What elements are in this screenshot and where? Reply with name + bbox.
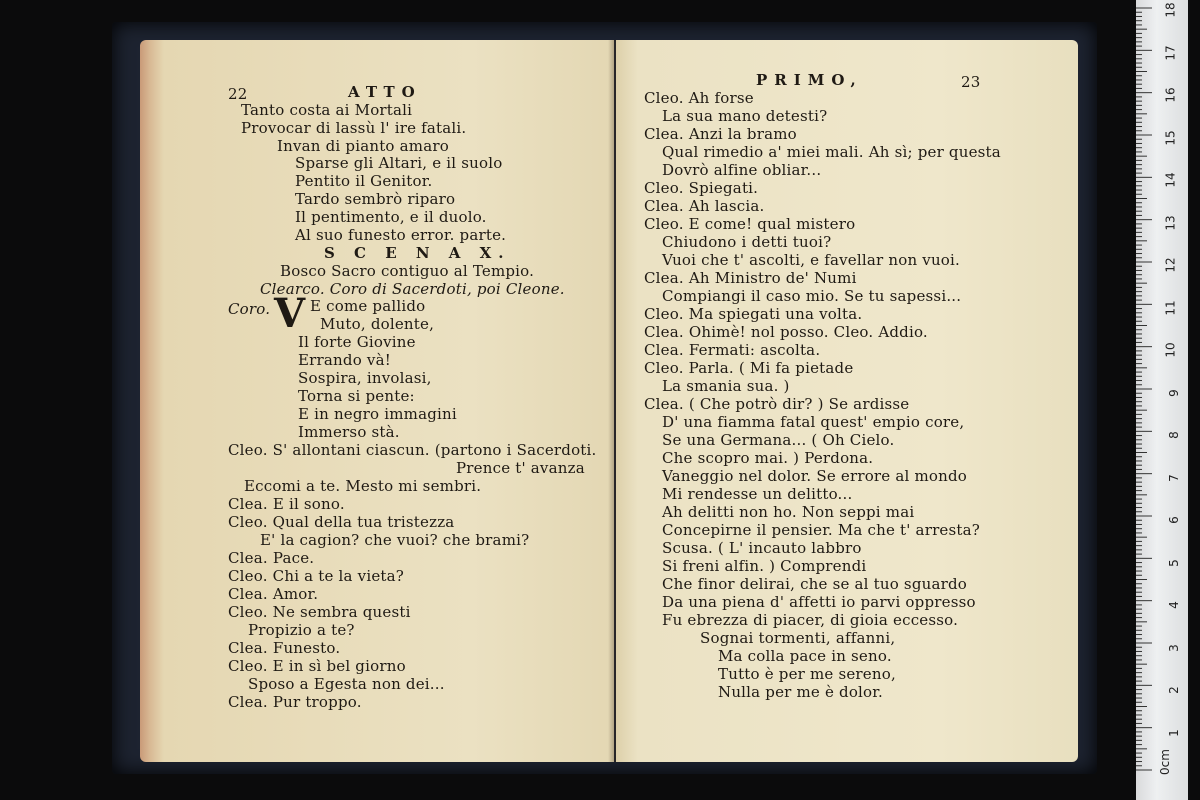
text-line: Eccomi a te. Mesto mi sembri. bbox=[244, 477, 482, 495]
text-line: Clea. Fermati: ascolta. bbox=[644, 341, 821, 359]
text-line: Che finor delirai, che se al tuo sguardo bbox=[662, 575, 968, 593]
text-line: Tanto costa ai Mortali bbox=[241, 101, 413, 119]
text-line: Chiudono i detti tuoi? bbox=[662, 233, 832, 251]
ruler-label: 3 bbox=[1167, 644, 1182, 652]
text-line: Cleo. Ah forse bbox=[644, 89, 754, 107]
text-line: Muto, dolente, bbox=[320, 315, 435, 333]
text-line: Mi rendesse un delitto... bbox=[662, 485, 853, 503]
running-head-right: PRIMO, bbox=[756, 71, 863, 89]
ruler-label: 1 bbox=[1167, 729, 1182, 737]
text-line: Cleo. Ne sembra questi bbox=[228, 603, 411, 621]
text-line: Scusa. ( L' incauto labbro bbox=[662, 539, 862, 557]
ruler-label: 6 bbox=[1167, 516, 1182, 524]
text-line: Cleo. Parla. ( Mi fa pietade bbox=[644, 359, 854, 377]
text-line: Immerso stà. bbox=[298, 423, 400, 441]
ruler-label: 9 bbox=[1167, 389, 1182, 397]
text-line: Clea. E il sono. bbox=[228, 495, 345, 513]
text-line: Pentito il Genitor. bbox=[295, 172, 433, 190]
page-number-right: 23 bbox=[961, 73, 981, 91]
text-line: Clea. Amor. bbox=[228, 585, 319, 603]
measurement-ruler bbox=[1136, 0, 1188, 800]
text-line: Vuoi che t' ascolti, e favellar non vuoi. bbox=[662, 251, 961, 269]
text-line: Ah delitti non ho. Non seppi mai bbox=[662, 503, 915, 521]
text-line: Sognai tormenti, affanni, bbox=[700, 629, 896, 647]
ruler-label: 2 bbox=[1167, 686, 1182, 694]
text-line: Il forte Giovine bbox=[298, 333, 416, 351]
text-line: La sua mano detesti? bbox=[662, 107, 828, 125]
scene-heading: S C E N A X. bbox=[324, 244, 511, 262]
ruler-label: 0cm bbox=[1158, 749, 1173, 775]
text-line: Cleo. E in sì bel giorno bbox=[228, 657, 406, 675]
text-line: Clea. Ah lascia. bbox=[644, 197, 765, 215]
text-line: Da una piena d' affetti io parvi oppresso bbox=[662, 593, 976, 611]
text-line: Il pentimento, e il duolo. bbox=[295, 208, 487, 226]
text-line: Concepirne il pensier. Ma che t' arresta? bbox=[662, 521, 981, 539]
right-page bbox=[616, 40, 1078, 762]
ruler-label: 18 bbox=[1163, 2, 1178, 18]
ruler-label: 10 bbox=[1163, 342, 1178, 358]
text-line: Clea. Pur troppo. bbox=[228, 693, 362, 711]
ruler-label: 14 bbox=[1163, 172, 1178, 188]
text-line: Che scopro mai. ) Perdona. bbox=[662, 449, 874, 467]
text-line: Ma colla pace in seno. bbox=[718, 647, 892, 665]
text-line: Propizio a te? bbox=[248, 621, 355, 639]
text-line: Al suo funesto error. parte. bbox=[295, 226, 507, 244]
text-line: Cleo. E come! qual mistero bbox=[644, 215, 856, 233]
page-number-left: 22 bbox=[228, 85, 248, 103]
text-line: Cleo. S' allontani ciascun. (partono i Sacerdoti. bbox=[228, 441, 597, 459]
text-line: Cleo. Chi a te la vieta? bbox=[228, 567, 405, 585]
ruler-label: 4 bbox=[1167, 601, 1182, 609]
ruler-ticks bbox=[1136, 0, 1188, 800]
text-line: D' una fiamma fatal quest' empio core, bbox=[662, 413, 965, 431]
text-line: Clea. Funesto. bbox=[228, 639, 341, 657]
text-line: Clea. Pace. bbox=[228, 549, 315, 567]
text-line: Sospira, involasi, bbox=[298, 369, 432, 387]
ruler-label: 16 bbox=[1163, 87, 1178, 103]
text-line: E come pallido bbox=[310, 297, 426, 315]
ruler-label: 7 bbox=[1167, 474, 1182, 482]
running-head-left: ATTO bbox=[348, 83, 422, 101]
text-line: Tardo sembrò riparo bbox=[295, 190, 456, 208]
text-line: Clea. Ah Ministro de' Numi bbox=[644, 269, 857, 287]
text-line: Clea. Ohimè! nol posso. Cleo. Addio. bbox=[644, 323, 928, 341]
text-line: La smania sua. ) bbox=[662, 377, 790, 395]
text-line: Tutto è per me sereno, bbox=[718, 665, 896, 683]
ruler-label: 13 bbox=[1163, 215, 1178, 231]
text-line: Cleo. Spiegati. bbox=[644, 179, 759, 197]
text-line: Si freni alfin. ) Comprendi bbox=[662, 557, 867, 575]
text-line: Prence t' avanza bbox=[456, 459, 585, 477]
ruler-label: 8 bbox=[1167, 431, 1182, 439]
stage-direction: Clearco. Coro di Sacerdoti, poi Cleone. bbox=[260, 280, 565, 298]
ruler-label: 5 bbox=[1167, 559, 1182, 567]
text-line: Qual rimedio a' miei mali. Ah sì; per questa bbox=[662, 143, 1001, 161]
text-line: Vaneggio nel dolor. Se errore al mondo bbox=[662, 467, 967, 485]
text-line: Clea. Anzi la bramo bbox=[644, 125, 797, 143]
ruler-label: 17 bbox=[1163, 45, 1178, 61]
text-line: Cleo. Qual della tua tristezza bbox=[228, 513, 455, 531]
stage-direction: Bosco Sacro contiguo al Tempio. bbox=[280, 262, 535, 280]
ruler-label: 15 bbox=[1163, 130, 1178, 146]
text-line: Cleo. Ma spiegati una volta. bbox=[644, 305, 863, 323]
text-line: Clea. ( Che potrò dir? ) Se ardisse bbox=[644, 395, 910, 413]
text-line: Compiangi il caso mio. Se tu sapessi... bbox=[662, 287, 962, 305]
text-line: Dovrò alfine obliar... bbox=[662, 161, 822, 179]
text-line: Se una Germana... ( Oh Cielo. bbox=[662, 431, 895, 449]
drop-cap: V bbox=[274, 290, 306, 337]
text-line: E in negro immagini bbox=[298, 405, 457, 423]
text-line: E' la cagion? che vuoi? che brami? bbox=[260, 531, 530, 549]
text-line: Errando và! bbox=[298, 351, 391, 369]
text-line: Invan di pianto amaro bbox=[277, 137, 449, 155]
text-line: Torna si pente: bbox=[298, 387, 415, 405]
text-line: Fu ebrezza di piacer, di gioia eccesso. bbox=[662, 611, 959, 629]
speaker-label: Coro. bbox=[228, 300, 271, 318]
text-line: Sparse gli Altari, e il suolo bbox=[295, 154, 503, 172]
left-page bbox=[140, 40, 614, 762]
text-line: Sposo a Egesta non dei... bbox=[248, 675, 445, 693]
text-line: Nulla per me è dolor. bbox=[718, 683, 883, 701]
text-line: Provocar di lassù l' ire fatali. bbox=[241, 119, 467, 137]
ruler-label: 11 bbox=[1163, 300, 1178, 316]
ruler-label: 12 bbox=[1163, 257, 1178, 273]
